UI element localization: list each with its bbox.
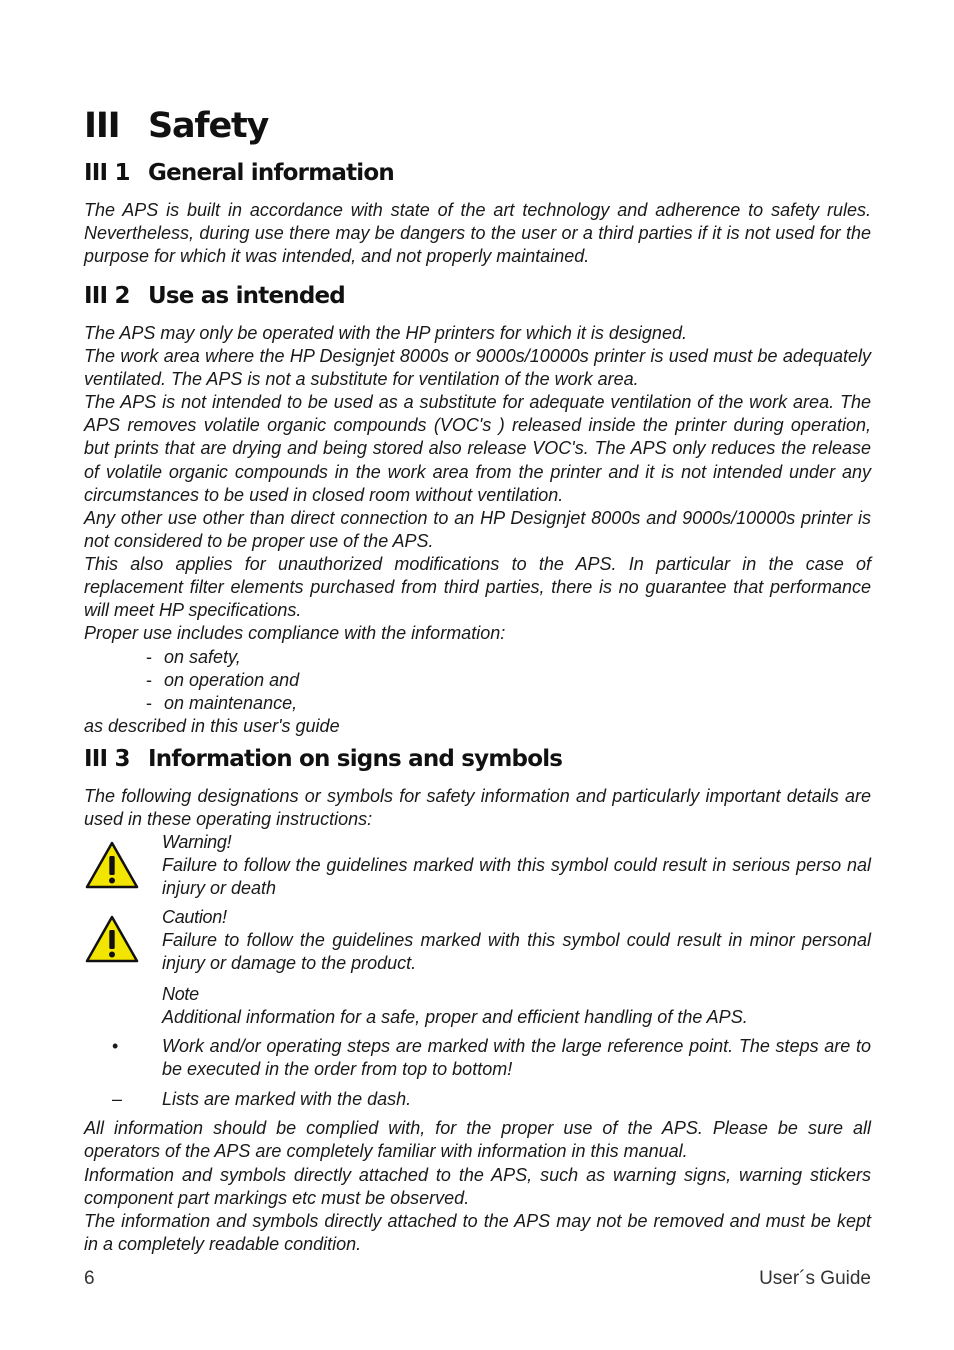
- symbols-intro: The following designations or symbols for safety information and particularly important details are used in these operating instructions:: [84, 786, 871, 830]
- dash-explanation-text: Lists are marked with the dash.: [162, 1089, 412, 1109]
- caution-text-block: [162, 906, 871, 976]
- guide-title: User´s Guide: [759, 1268, 871, 1289]
- list-item: [146, 646, 241, 669]
- list-item: [146, 669, 299, 692]
- symbols-paragraph-2: Information and symbols directly attached to the APS, such as warning signs, warning stickers component part markings etc must be observed.: [84, 1165, 871, 1209]
- list-marker: -: [146, 670, 152, 690]
- list-marker: -: [146, 693, 152, 713]
- section-number: III 1: [84, 160, 130, 186]
- use-paragraph-2: The work area where the HP Designjet 8000s or 9000s/10000s printer is used must be adequately ventilated. The APS is not a substitute for ventilation of the work area.: [84, 346, 871, 390]
- use-paragraph-5: This also applies for unauthorized modifications to the APS. In particular in the case of replacement filter elements purchased from third parties, there is no guarantee that performance will meet HP specifications.: [84, 554, 871, 621]
- caution-triangle-icon: [84, 914, 140, 964]
- list-item-text: on maintenance,: [164, 693, 298, 713]
- warning-triangle-icon: [84, 840, 140, 890]
- note-title: Note: [162, 984, 199, 1004]
- section-title: Information on signs and symbols: [148, 746, 563, 772]
- chapter-title-text: Safety: [148, 106, 269, 146]
- section-title: Use as intended: [148, 283, 345, 309]
- section-heading-use: [84, 282, 345, 310]
- use-paragraph-4: Any other use other than direct connection to an HP Designjet 8000s and 9000s/10000s printer is not considered to be proper use of the APS.: [84, 508, 871, 552]
- symbols-paragraph-1: All information should be complied with, for the proper use of the APS. Please be sure all operators of the APS are completely familiar with information in this manual.: [84, 1118, 871, 1162]
- list-marker: -: [146, 647, 152, 667]
- warning-title: Warning!: [162, 832, 232, 852]
- general-information-paragraph: The APS is built in accordance with state of the art technology and adherence to safety rules. Nevertheless, during use there may be dangers to the user or a third parties if it is not used for the purpose for which it was intended, and not properly maintained.: [84, 200, 871, 267]
- use-paragraph-6: Proper use includes compliance with the information:: [84, 623, 506, 643]
- chapter-number: III: [84, 106, 120, 146]
- bullet-explanation-text: Work and/or operating steps are marked with the large reference point. The steps are to be executed in the order from top to bottom!: [162, 1036, 871, 1080]
- symbols-paragraph-3: The information and symbols directly attached to the APS may not be removed and must be kept in a completely readable condition.: [84, 1211, 871, 1255]
- caution-title: Caution!: [162, 907, 227, 927]
- bullet-marker: •: [112, 1036, 119, 1056]
- caution-description: Failure to follow the guidelines marked with this symbol could result in minor personal injury or damage to the product.: [162, 930, 871, 974]
- section-number: III 2: [84, 283, 130, 309]
- page-number: 6: [84, 1268, 95, 1289]
- note-text-block: [162, 983, 871, 1029]
- section-title: General information: [148, 160, 394, 186]
- warning-description: Failure to follow the guidelines marked with this symbol could result in serious perso nal injury or death: [162, 855, 871, 899]
- list-item: [146, 692, 297, 715]
- chapter-title: [84, 104, 268, 148]
- list-item-text: on operation and: [164, 670, 300, 690]
- section-heading-general: [84, 159, 394, 187]
- warning-text-block: [162, 831, 871, 901]
- section-heading-symbols: [84, 745, 562, 773]
- note-description: Additional information for a safe, proper and efficient handling of the APS.: [162, 1007, 748, 1028]
- dash-marker: –: [112, 1089, 123, 1109]
- list-item-text: on safety,: [164, 647, 241, 667]
- use-paragraph-7: as described in this user's guide: [84, 716, 340, 736]
- use-paragraph-1: The APS may only be operated with the HP printers for which it is designed.: [84, 323, 687, 343]
- use-paragraph-3: The APS is not intended to be used as a substitute for adequate ventilation of the work area. The APS removes volatile organic compounds (VOC's ) released inside the printer during operation, but prints that are drying and being stored also release VOC's. The APS only reduces the release of volatile organic compounds in the work area from the printer and it is not intended under any circumstances to be used in closed room without ventilation.: [84, 392, 871, 505]
- section-number: III 3: [84, 746, 130, 772]
